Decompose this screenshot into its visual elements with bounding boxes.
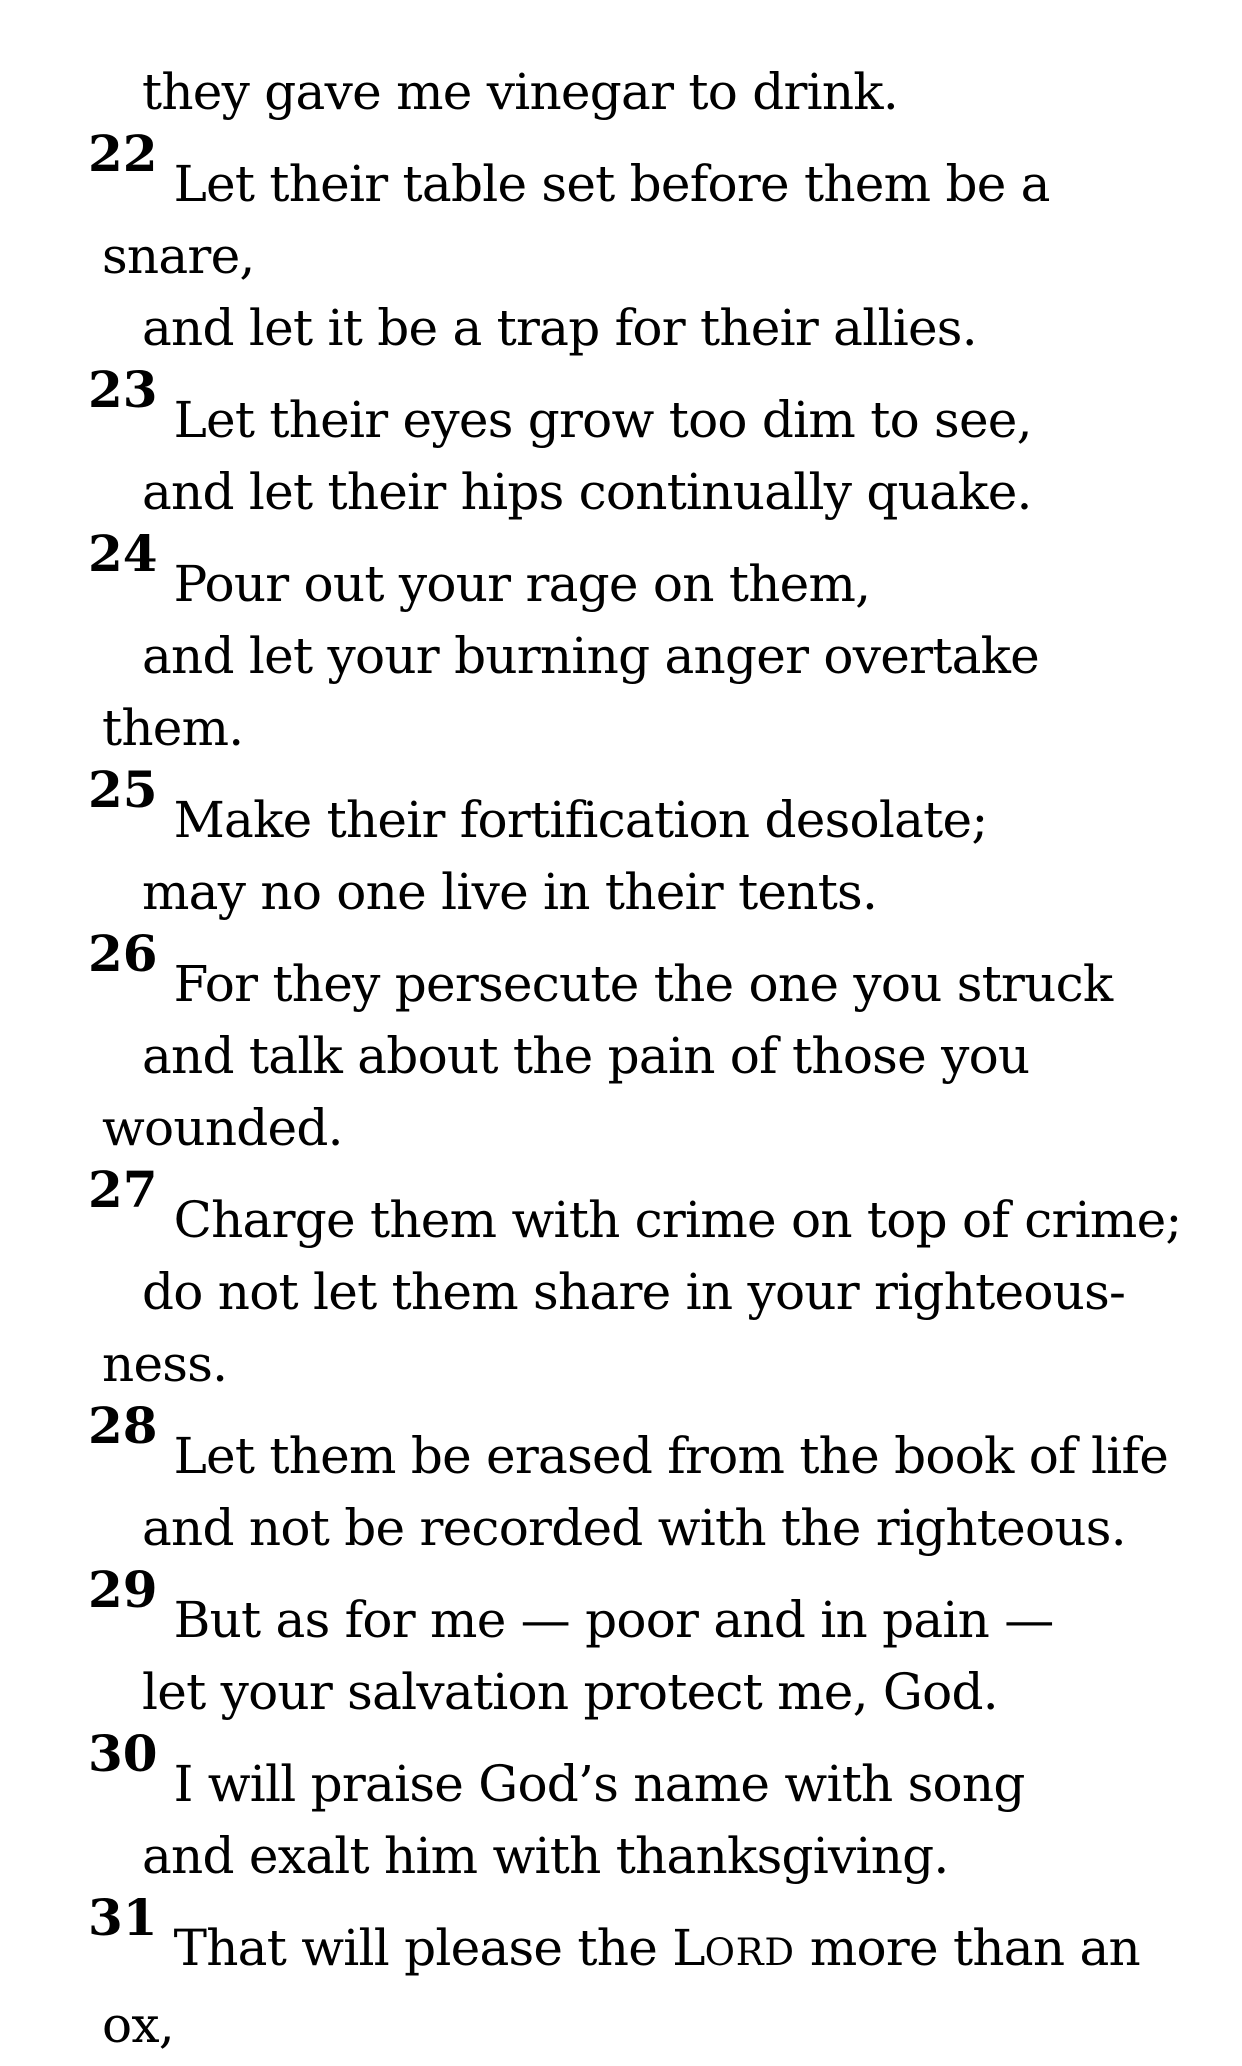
verse-number: 25 [88,760,158,819]
verse-line-text: Pour out your rage on them, [173,555,871,613]
verse-number: 23 [88,360,158,419]
verse-line[interactable] [0,524,1212,620]
verse-line-text: snare, [102,227,255,285]
verse-number: 31 [88,1888,158,1947]
verse-line-text: Let them be erased from the book of life [173,1427,1169,1485]
verse-line-continuation[interactable] [0,292,1212,364]
verse-line-text: Let their eyes grow too dim to see, [173,391,1032,449]
verse-line-text: That will please the LORD more than an [173,1919,1140,1977]
verse-number: 30 [88,1724,158,1783]
verse-line-continuation[interactable] [0,1328,1212,1400]
verse-line-text: I will praise God’s name with song [173,1755,1025,1813]
verse-line-text: they gave me vinegar to drink. [142,63,898,121]
divine-name-small-caps: LORD [672,1919,795,1977]
verse-line[interactable] [0,1724,1212,1820]
verse-line-text: wounded. [102,1099,343,1157]
verse-line-text: and not be recorded with the righteous. [142,1499,1126,1557]
verse-line-text: may no one live in their tents. [142,863,878,921]
verse-line-continuation[interactable] [0,856,1212,928]
verse-number: 28 [88,1396,158,1455]
verse-line-text: Let their table set before them be a [173,155,1050,213]
verse-line-continuation[interactable] [0,1492,1212,1564]
verse-line-continuation[interactable] [0,220,1212,292]
verse-line-text: ox, [102,1996,174,2054]
verse-line-text: Charge them with crime on top of crime; [173,1191,1182,1249]
verse-line-continuation[interactable] [0,456,1212,528]
verse-line-text: ness. [102,1335,228,1393]
verse-line-text: do not let them share in your righteous- [142,1263,1126,1321]
verse-line-text: and exalt him with thanksgiving. [142,1827,949,1885]
verse-line-text: and let it be a trap for their allies. [142,299,977,357]
verse-line-continuation[interactable] [0,1256,1212,1328]
verse-number: 27 [88,1160,158,1219]
verse-line-continuation[interactable] [0,620,1212,692]
verse-line-text: and let your burning anger overtake [142,627,1040,685]
verse-line-continuation[interactable] [0,1092,1212,1164]
verse-line-text: them. [102,699,244,757]
verse-line-continuation[interactable] [0,1020,1212,1092]
verse-line-text: But as for me — poor and in pain — [173,1591,1054,1649]
verse-line[interactable] [0,1888,1212,1989]
verse-line-continuation[interactable] [0,1820,1212,1892]
verse-line-continuation[interactable] [0,1656,1212,1728]
verse-line-text: let your salvation protect me, God. [142,1663,998,1721]
verse-line[interactable] [0,1396,1212,1492]
verse-line[interactable] [0,360,1212,456]
verse-line-text: and let their hips continually quake. [142,463,1032,521]
verse-line[interactable] [0,760,1212,856]
verse-line-text: For they persecute the one you struck [173,955,1113,1013]
verse-line-continuation[interactable] [0,1989,1212,2061]
verse-line-continuation[interactable] [0,692,1212,764]
verse-line[interactable] [0,924,1212,1020]
verse-line[interactable] [0,1560,1212,1656]
verse-number: 26 [88,924,158,983]
verse-number: 24 [88,524,158,583]
verse-line-text: and talk about the pain of those you [142,1027,1030,1085]
verse-line-continuation[interactable] [0,56,1212,128]
verse-line[interactable] [0,1160,1212,1256]
verse-line[interactable] [0,124,1212,220]
verse-number: 29 [88,1560,158,1619]
verse-line-text: Make their fortification desolate; [173,791,988,849]
verse-number: 22 [88,124,158,183]
